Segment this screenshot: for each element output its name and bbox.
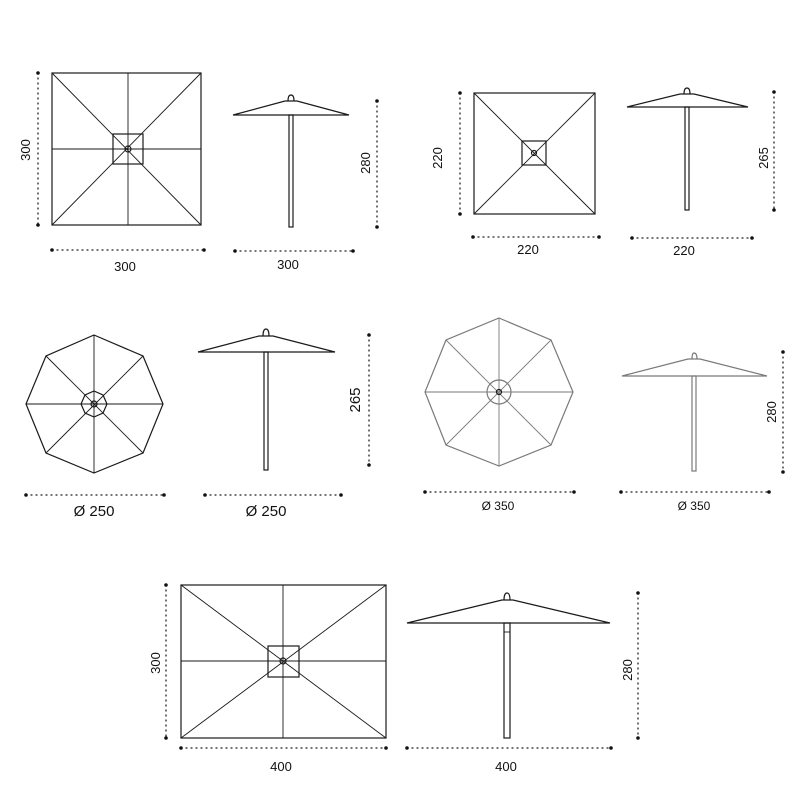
dimension-label: 280 [358, 152, 373, 174]
pole [289, 115, 293, 227]
dimension-label: Ø 250 [73, 503, 115, 520]
umbrella-octagon-350 [423, 318, 785, 513]
dimension-label: 220 [673, 243, 695, 258]
dimension-label: 300 [114, 259, 136, 274]
plan-width-dimension [471, 235, 601, 257]
elevation-view [198, 329, 335, 470]
dimension-label: 300 [18, 139, 33, 161]
dimension-label: Ø 350 [481, 499, 515, 513]
finial [288, 95, 294, 101]
plan-view [425, 318, 573, 466]
plan-width-dimension [24, 493, 166, 520]
dimension-label: 300 [148, 652, 163, 674]
plan-view [26, 335, 163, 473]
dimension-label: 280 [620, 659, 635, 681]
dimension-label: 280 [764, 401, 779, 423]
elevation-height-dimension [347, 333, 371, 467]
plan-view [181, 585, 386, 738]
dimension-label: 400 [270, 759, 292, 774]
plan-view [52, 73, 201, 225]
finial [263, 329, 269, 336]
pole [504, 623, 510, 738]
dimension-label: 220 [430, 147, 445, 169]
elevation-view [627, 88, 748, 210]
canopy-profile [198, 336, 335, 352]
umbrella-square-300 [18, 71, 379, 274]
dimension-label: 220 [517, 242, 539, 257]
finial [504, 593, 510, 600]
umbrella-octagon-250 [24, 329, 371, 520]
elevation-width-dimension [203, 493, 343, 520]
plan-height-dimension [430, 91, 462, 216]
elevation-height-dimension [764, 350, 785, 474]
elevation-height-dimension [620, 591, 640, 740]
dimension-label: 265 [347, 387, 364, 413]
canopy-profile [622, 359, 767, 376]
elevation-height-dimension [756, 90, 776, 212]
pole [685, 107, 689, 210]
plan-width-dimension [179, 746, 388, 774]
elevation-height-dimension [358, 99, 379, 229]
elevation-view [622, 353, 767, 471]
elevation-width-dimension [619, 490, 771, 513]
elevation-view [407, 593, 610, 738]
dimension-label: Ø 350 [677, 499, 711, 513]
pole [692, 376, 696, 471]
plan-height-dimension [18, 71, 40, 227]
plan-height-dimension [148, 583, 168, 740]
dimension-label: 265 [756, 147, 771, 169]
elevation-width-dimension [405, 746, 613, 774]
dimension-label: Ø 250 [245, 503, 287, 520]
plan-width-dimension [423, 490, 576, 513]
umbrella-rect-400x300 [148, 583, 640, 774]
canopy-profile [233, 101, 349, 115]
canopy-profile [627, 94, 748, 107]
dimension-label: 300 [277, 257, 299, 272]
dimension-label: 400 [495, 759, 517, 774]
finial [684, 88, 690, 94]
plan-view [474, 93, 595, 214]
elevation-width-dimension [233, 249, 355, 272]
finial [692, 353, 697, 359]
canopy-profile [407, 600, 610, 623]
plan-width-dimension [50, 248, 206, 274]
elevation-view [233, 95, 349, 227]
pole [264, 352, 268, 470]
elevation-width-dimension [630, 236, 754, 258]
umbrella-square-220 [430, 88, 776, 258]
